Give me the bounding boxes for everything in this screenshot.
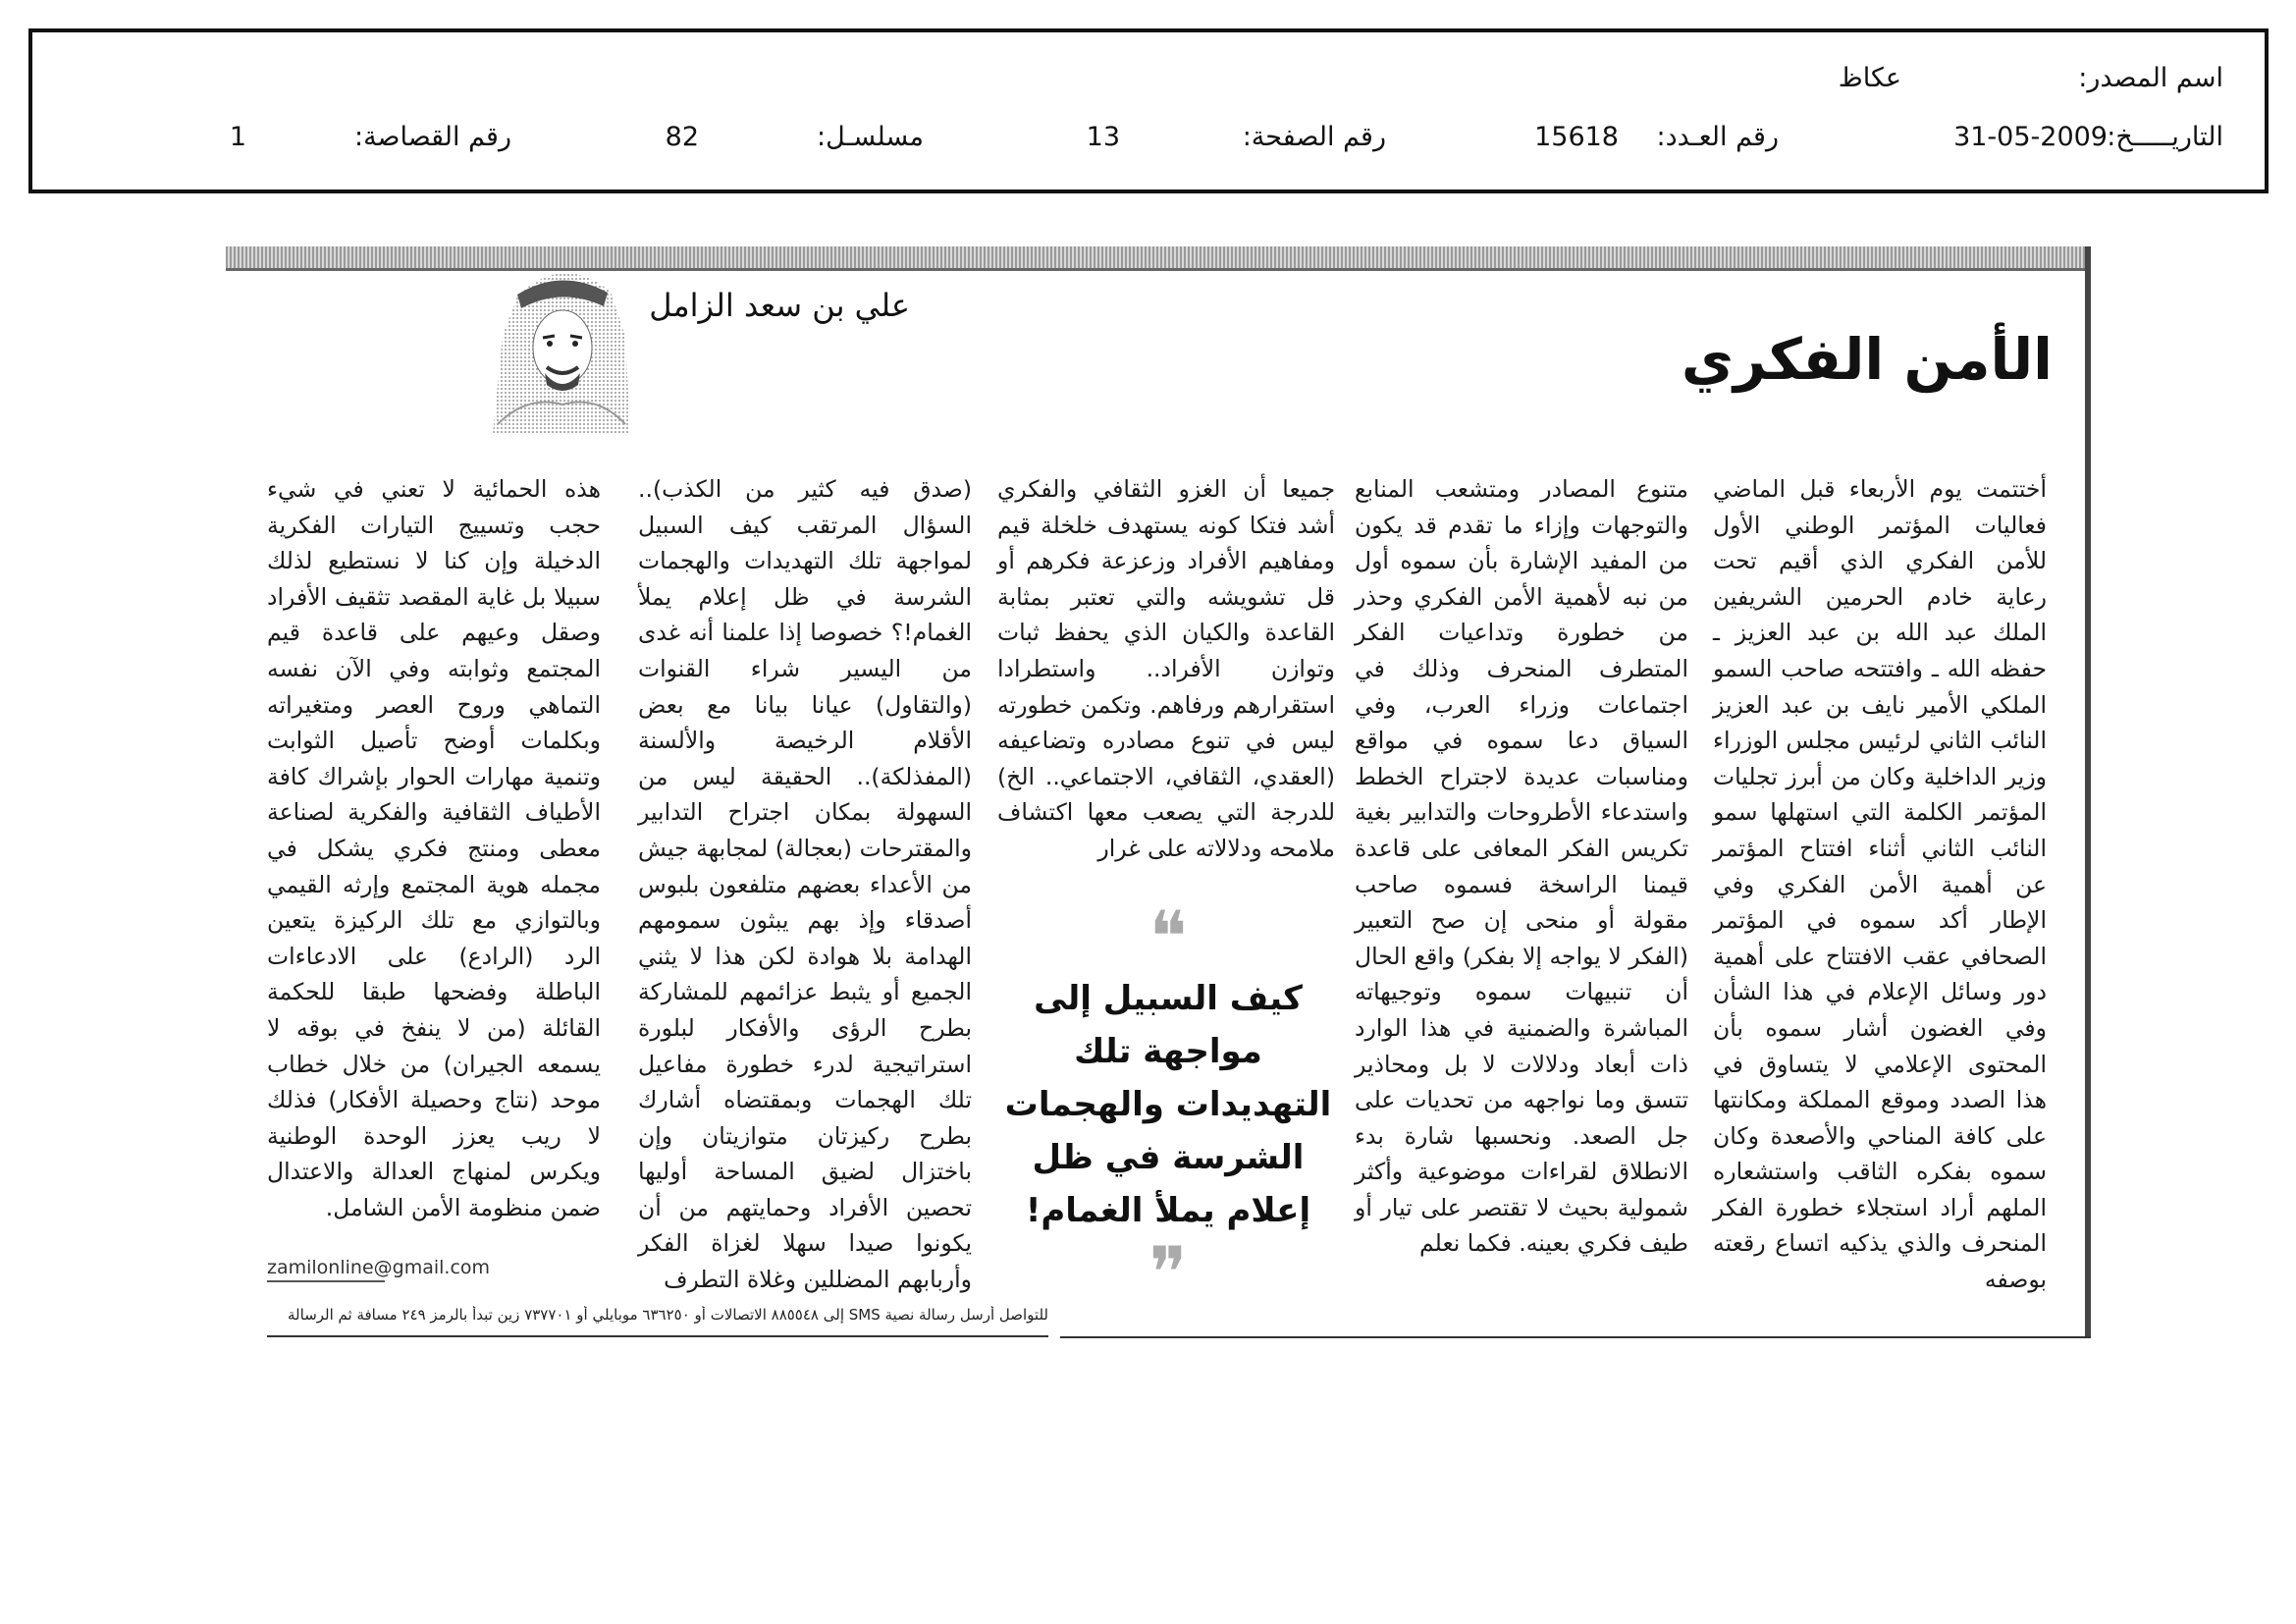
source-value: عكاظ [1838,63,1901,93]
column-5-text: هذه الحمائية لا تعني في شيء حجب وتسييج التيارات الفكرية الدخيلة وإن كنا لا نستطيع لذلك سبيلا بل غاية المقصد تثقيف الأفراد وصقل وعيهم على قاعدة قيم المجتمع وثوابته وفي الآن نفسه التماهي وروح العصر ومتغيراته وبكلمات أوضح تأصيل الثوابت وتنمية مهارات الحوار بإشراك كافة الأطياف الثقافية والفكرية لصناعة معطى ومنتج فكري يشكل في مجمله هوية المجتمع وإرثه القيمي وبالتوازي مع تلك الركيزة يتعين الرد (الرادع) على الادعاءات الباطلة وفضحها طبقا للحكمة القائلة (من لا ينفخ في بوقه لا يسمعه الجيران) من خلال خطاب موحد (نتاج وحصيلة الأفكار) فذلك لا ريب يعزز الوحدة الوطنية ويكرس لمنهاج العدالة والاعتدال ضمن منظومة الأمن الشامل. [267,475,601,1221]
column-1-text: أختتمت يوم الأربعاء قبل الماضي فعاليات المؤتمر الوطني الأول للأمن الفكري الذي أقيم تحت رعاية خادم الحرمين الشريفين الملك عبد الله بن عبد العزيز ـ حفظه الله ـ وافتتحه صاحب السمو الملكي الأمير نايف بن عبد العزيز النائب الثاني لرئيس مجلس الوزراء وزير الداخلية وكان من أبرز تجليات المؤتمر الكلمة التي استهلها سمو النائب الثاني أثناء افتتاح المؤتمر عن أهمية الأمن الفكري وفي الإطار أكد سموه في المؤتمر الصحافي عقب الافتتاح على أهمية دور وسائل الإعلام في هذا الشأن وفي الغضون أشار سموه بأن المحتوى الإعلامي لا يتساوق في هذا الصدد وموقع المملكة ومكانتها على كافة المناحي والأصعدة وكان سموه بفكره الثاقب واستشعاره الملهم أراد استجلاء خطورة الفكر المنحرف والذي يذكيه اتساع رقعته بوصفه [1713,475,2047,1294]
clip-number-value: 1 [229,122,246,152]
page-label: رقم الصفحة: [1242,122,1386,152]
open-quote-icon: ❝ [1148,895,1188,978]
clipping-right-border [2085,246,2091,1336]
issue-label: رقم العـدد: [1656,122,1779,152]
pull-quote [991,895,1345,1314]
clipping-info-box [28,28,2269,193]
article-column-5 [267,471,601,1225]
article-column-2 [1355,471,1688,1262]
issue-value: 15618 [1534,122,1619,152]
sms-contact-line: للتواصل أرسل رسالة نصية SMS إلى ٨٨٥٥٤٨ الاتصالات أو ٦٣٦٢٥٠ موبايلي أو ٧٣٧٧٠١ زين تبدأ بالرمز ٢٤٩ مسافة ثم الرسالة [288,1306,1048,1324]
source-label: اسم المصدر: [2078,63,2223,93]
serial-label: مسلسـل: [816,122,924,152]
date-value: 31-05-2009 [1953,122,2108,152]
column-2-text: متنوع المصادر ومتشعب المنابع والتوجهات وإزاء ما تقدم قد يكون من المفيد الإشارة بأن سموه أول من نبه لأهمية الأمن الفكري وحذر من خطورة وتداعيات الفكر المتطرف المنحرف وذلك في اجتماعات وزراء العرب، وفي السياق دعا سموه في مواقع ومناسبات عديدة لاجتراح الخطط واستدعاء الأطروحات والتدابير بغية تكريس الفكر المعافى على قاعدة قيمنا الراسخة فسموه صاحب مقولة أو منحى إن صح التعبير (الفكر لا يواجه إلا بفكر) واقع الحال أن تنبيهات سموه وتوجيهاته المباشرة والضمنية في هذا الوارد ذات أبعاد ودلالات لا بل ومحاذير تتسق وما نواجهه من تحديات على جل الصعد. ونحسبها شارة بدء الانطلاق لقراءات موضوعية وأكثر شمولية بحيث لا تقتصر على تيار أو طيف فكري بعينه. فكما نعلم [1355,475,1688,1258]
article-column-1 [1713,471,2047,1298]
footer-rule-left [267,1335,1048,1337]
serial-value: 82 [665,122,699,152]
clip-number-label: رقم القصاصة: [353,122,511,152]
author-email: zamilonline@gmail.com [267,1257,491,1278]
article-column-3 [997,471,1335,867]
footer-rule-right [1060,1336,2091,1338]
article-column-4 [638,471,972,1298]
column-3-text: جميعا أن الغزو الثقافي والفكري أشد فتكا كونه يستهدف خلخلة قيم ومفاهيم الأفراد وزعزعة فكرهم أو قل تشويشه والتي تعتبر بمثابة القاعدة والكيان الذي يحفظ ثبات وتوازن الأفراد.. واستطرادا استقرارهم ورفاهم. وتكمن خطورته ليس في تنوع مصادره وتضاعيفه (العقدي، الثقافي، الاجتماعي.. الخ) للدرجة التي يصعب معها اكتشاف ملامحه ودلالاته على غرار [997,475,1335,862]
article-title: الأمن الفكري [1681,326,2053,393]
page-value: 13 [1086,122,1120,152]
email-rule [267,1280,385,1282]
close-quote-icon: ❞ [1148,1231,1188,1314]
column-4-text: (صدق فيه كثير من الكذب).. السؤال المرتقب كيف السبيل لمواجهة تلك التهديدات والهجمات الشرسة في ظل إعلام يملأ الغمام!؟ خصوصا إذا علمنا أنه غدى من اليسير شراء القنوات (والتقاول) عيانا بيانا مع بعض الأقلام الرخيصة والألسنة (المفذلكة).. الحقيقة ليس من السهولة بمكان اجتراح التدابير والمقترحات (بعجالة) لمجابهة جيش من الأعداء بعضهم متلفعون بلبوس أصدقاء وإذ بهم يبثون سمومهم الهدامة بلا هوادة لكن هذا لا يثني الجميع أو يثبط عزائمهم للمشاركة بطرح الرؤى والأفكار لبلورة استراتيجية لدرء خطورة مفاعيل تلك الهجمات وبمقتضاه أشارك بطرح ركيزتان متوازيتان وإن باختزال لضيق المساحة أوليها تحصين الأفراد وحمايتهم من أن يكونوا صيدا سهلا لغزاة الفكر وأربابهم المضللين وغلاة التطرف [638,475,972,1294]
author-photo [488,257,635,434]
pull-quote-text: كيف السبيل إلى مواجهة تلك التهديدات والهجمات الشرسة في ظل إعلام يملأ الغمام! [1004,979,1332,1230]
author-name: علي بن سعد الزامل [649,287,910,324]
date-label: التاريـــــخ: [2107,122,2223,152]
